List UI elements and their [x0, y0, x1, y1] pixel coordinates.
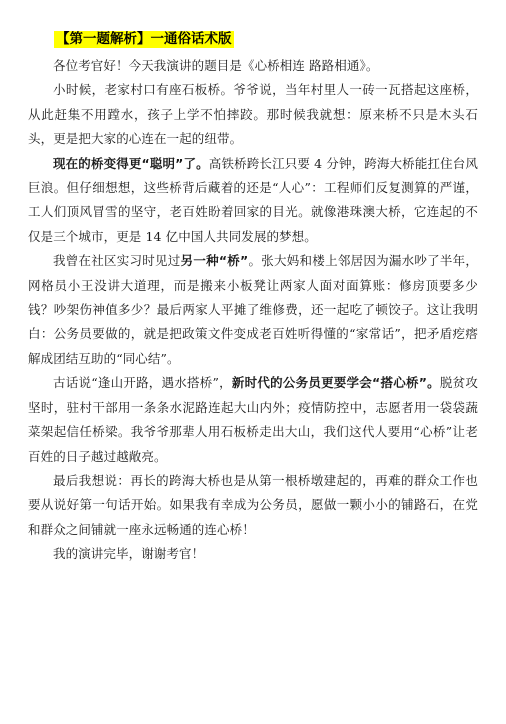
heading-wrap: [54, 28, 478, 48]
section-heading: 【第一题解析】一通俗话术版: [56, 31, 232, 47]
paragraph-heart-bridge: [28, 371, 478, 469]
heart-bridge-intro: 古话说“逢山开路，遇水搭桥”，: [53, 375, 232, 391]
heart-bridge-body: 脱贫攻坚时，驻村干部用一条条水泥路连起大山内外；疫情防控中，志愿者用一袋袋蔬菜架起信任桥梁。我爷爷那辈人用石板桥走出大山，我们这代人要用“心桥”让老百姓的日子越过越敞亮。: [28, 375, 478, 464]
paragraph-conclusion: 最后我想说：再长的跨海大桥也是从第一根桥墩建起的，再难的群众工作也要从说好第一句话开始。如果我有幸成为公务员，愿做一颗小小的铺路石，在党和群众之间铺就一座永远畅通的连心桥！: [28, 472, 478, 537]
modern-bridges-body: 高铁桥跨长江只要 4 分钟，跨海大桥能扛住台风巨浪。但仔细想想，这些桥背后藏着的还是“人心”：工程师们反复测算的严谨，工人们顶风冒雪的坚守，老百姓盼着回家的目光。就像港珠澳大桥，它连起的不仅是三个城市，更是 14 亿中国人共同发展的梦想。: [28, 155, 479, 244]
paragraph-community: [28, 249, 478, 371]
community-body: 。张大妈和楼上邻居因为漏水吵了半年，网格员小王没讲大道理，而是搬来小板凳让两家人面对面算账：修房顶要多少钱？吵架伤神值多少？最后两家人平摊了维修费，还一起吃了顿饺子。这让我明白：公务员要做的，就是把政策文件变成老百姓听得懂的“家常话”，把矛盾疙瘩解成团结互助的“同心结”。: [28, 253, 478, 366]
community-bold: 另一种“桥”: [180, 253, 249, 269]
community-intro: 我曾在社区实习时见过: [53, 253, 181, 269]
paragraph-modern-bridges: [28, 152, 478, 250]
paragraph-greeting: 各位考官好！今天我演讲的题目是《心桥相连 路路相通》。: [53, 58, 379, 73]
modern-bridges-lead: 现在的桥变得更“聪明”了。: [53, 155, 209, 171]
paragraph-closing: 我的演讲完毕，谢谢考官！: [53, 546, 205, 562]
paragraph-childhood: 小时候，老家村口有座石板桥。爷爷说，当年村里人一砖一瓦搭起这座桥，从此赶集不用蹚水，孩子上学不怕摔跤。那时候我就想：原来桥不只是木头石头，更是把大家的心连在一起的纽带。: [28, 82, 478, 147]
heart-bridge-bold: 新时代的公务员更要学会“搭心桥”。: [231, 375, 440, 391]
document-page: [28, 28, 478, 567]
